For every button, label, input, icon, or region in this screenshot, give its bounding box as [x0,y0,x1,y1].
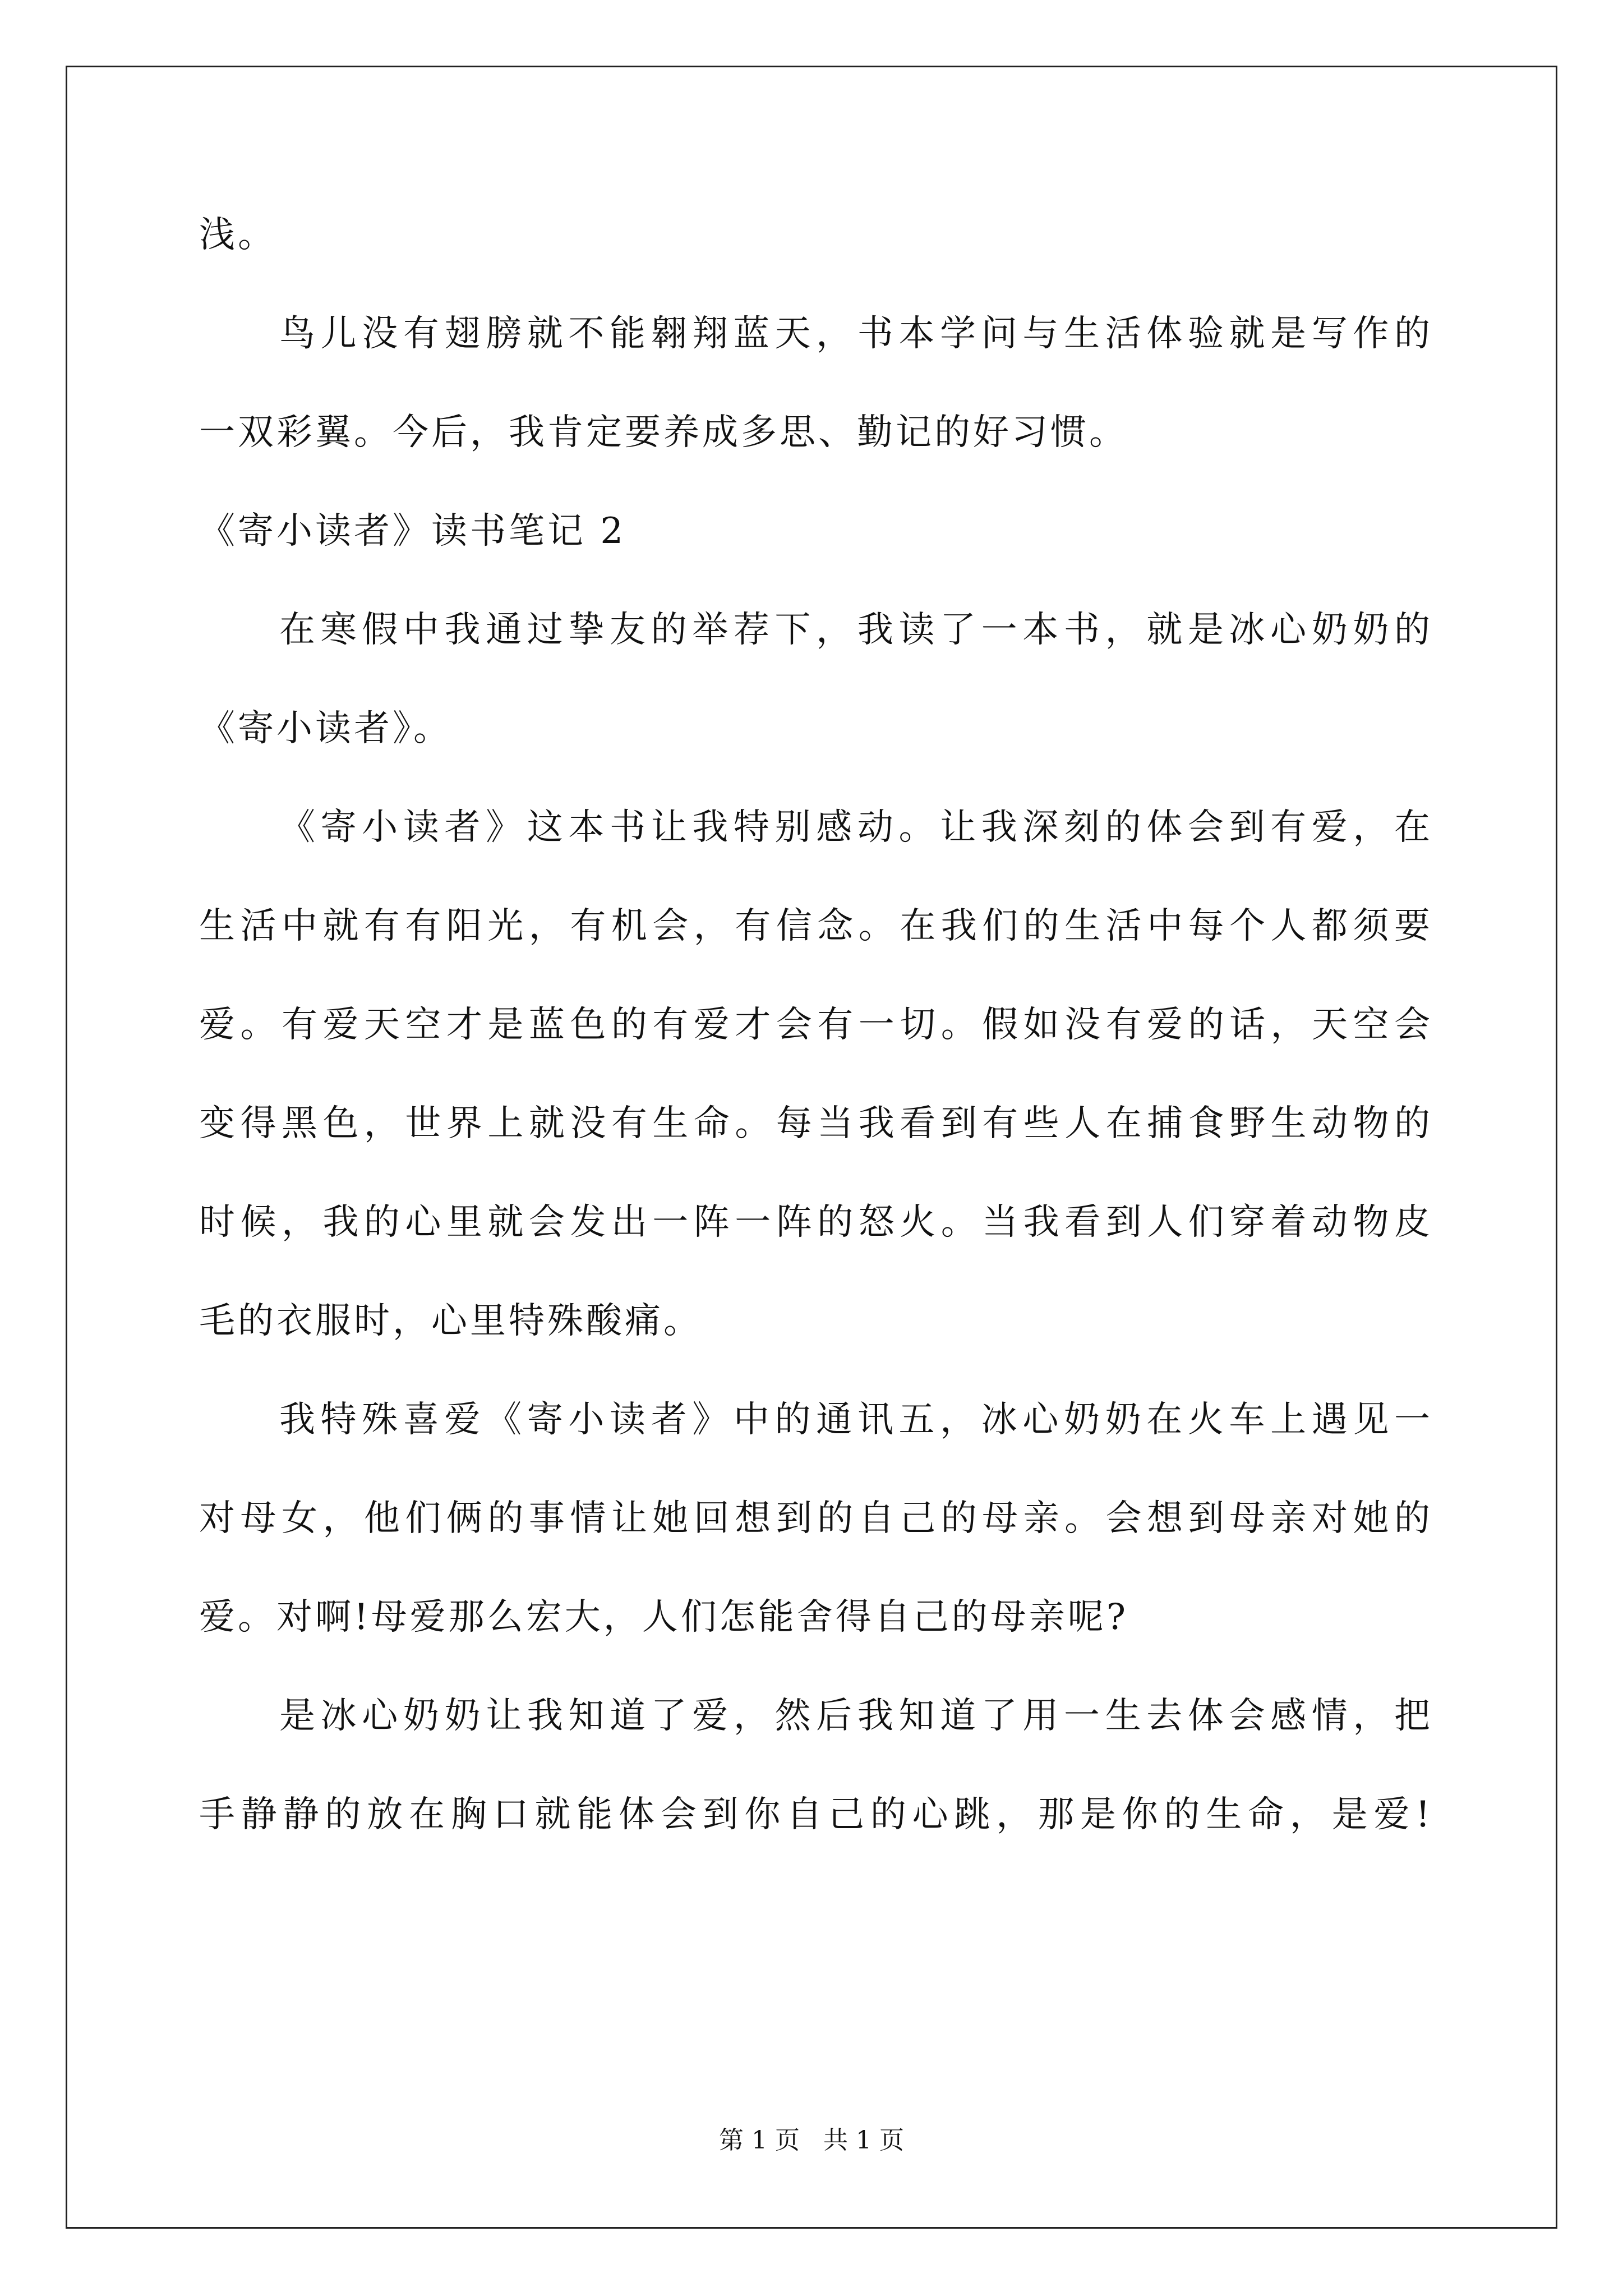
text-line: 在寒假中我通过挚友的举荐下，我读了一本书，就是冰心奶奶的 [279,609,1433,651]
text-line: 生活中就有有阳光，有机会，有信念。在我们的生活中每个人都须要 [199,905,1433,947]
text-line: 爱。有爱天空才是蓝色的有爱才会有一切。假如没有爱的话，天空会 [199,1004,1433,1046]
text-line: 变得黑色，世界上就没有生命。每当我看到有些人在捕食野生动物的 [199,1103,1433,1144]
text-line: 《寄小读者》读书笔记 2 [199,510,626,552]
text-line: 时候，我的心里就会发出一阵一阵的怒火。当我看到人们穿着动物皮 [199,1202,1433,1243]
text-line: 手静静的放在胸口就能体会到你自己的心跳，那是你的生命，是爱! [199,1794,1433,1835]
page-footer: 第 1 页 共 1 页 [719,2126,904,2155]
text-line: 《寄小读者》。 [199,708,452,749]
text-line: 毛的衣服时，心里特殊酸痛。 [199,1300,702,1342]
text-line: 是冰心奶奶让我知道了爱，然后我知道了用一生去体会感情，把 [279,1695,1433,1737]
text-line: 一双彩翼。今后，我肯定要养成多思、勤记的好习惯。 [199,412,1128,453]
text-line: 对母女，他们俩的事情让她回想到的自己的母亲。会想到母亲对她的 [199,1498,1433,1539]
document-body [199,216,1433,1894]
text-line: 爱。对啊!母爱那么宏大，人们怎能舍得自己的母亲呢? [199,1596,1129,1638]
text-line: 浅。 [199,214,276,256]
text-line: 《寄小读者》这本书让我特别感动。让我深刻的体会到有爱，在 [279,807,1433,848]
text-line: 鸟儿没有翅膀就不能翱翔蓝天，书本学问与生活体验就是写作的 [279,313,1433,355]
text-line: 我特殊喜爱《寄小读者》中的通讯五，冰心奶奶在火车上遇见一 [279,1399,1433,1441]
